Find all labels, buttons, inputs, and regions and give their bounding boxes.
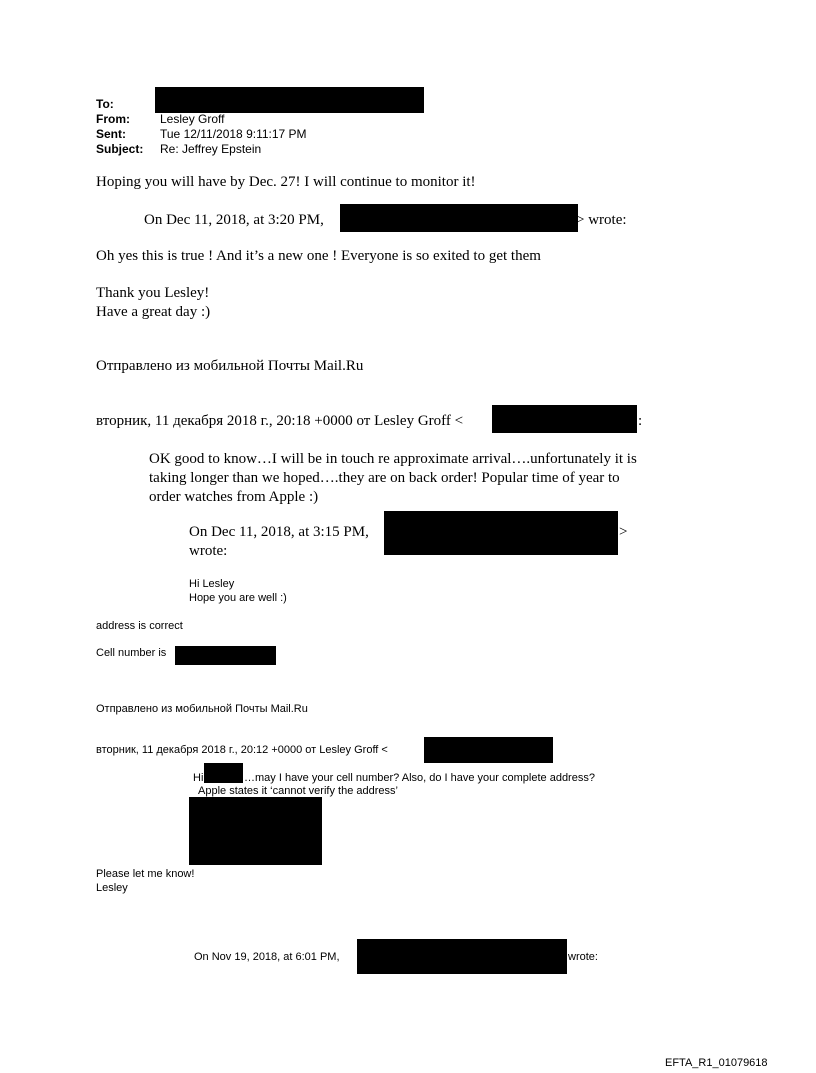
redaction-block (189, 797, 322, 865)
body-line-ohyes: Oh yes this is true ! And it’s a new one ! Everyone is so exited to get them (96, 248, 541, 264)
body-line-sent-mailru-2: Отправлено из мобильной Почты Mail.Ru (96, 703, 308, 715)
subject-label: Subject: (96, 142, 144, 156)
quote2-suffix: > (619, 524, 628, 540)
redaction-name (204, 763, 243, 783)
para-line-2: taking longer than we hoped….they are on back order! Popular time of year to (149, 470, 620, 486)
sent-label: Sent: (96, 127, 126, 141)
body-line-sent-mailru-1: Отправлено из мобильной Почты Mail.Ru (96, 358, 364, 374)
redaction-email-2 (424, 737, 553, 763)
subject-value: Re: Jeffrey Epstein (160, 142, 262, 156)
signature-lesley: Lesley (96, 882, 128, 894)
please-let-me-know: Please let me know! (96, 868, 195, 880)
cell-number-is: Cell number is (96, 647, 167, 659)
para-line-1: OK good to know…I will be in touch re approximate arrival….unfortunately it is (149, 451, 637, 467)
body-line-hoping: Hoping you will have by Dec. 27! I will continue to monitor it! (96, 174, 476, 190)
quote1-prefix: On Dec 11, 2018, at 3:20 PM, (144, 212, 324, 228)
apple-states: Apple states it ‘cannot verify the address’ (198, 785, 398, 797)
cell-address-question: …may I have your cell number? Also, do I have your complete address? (244, 772, 595, 784)
hi-prefix: Hi (193, 772, 204, 784)
quote2-prefix: On Dec 11, 2018, at 3:15 PM, (189, 524, 369, 540)
hi-lesley: Hi Lesley (189, 578, 235, 590)
quote1-suffix: > wrote: (576, 212, 627, 228)
from-value: Lesley Groff (160, 112, 225, 126)
redaction-cell-number (175, 646, 276, 665)
redaction-email-1 (492, 405, 637, 433)
sent-value: Tue 12/11/2018 9:11:17 PM (160, 127, 307, 141)
body-line-reply-header-2: вторник, 11 декабря 2018 г., 20:12 +0000 от Lesley Groff < (96, 744, 388, 756)
reply-header-1-suffix: : (638, 413, 643, 429)
redaction-to (155, 87, 424, 113)
redaction-quote3 (357, 939, 567, 974)
para-line-3: order watches from Apple :) (149, 489, 319, 505)
body-line-thankyou: Thank you Lesley! (96, 285, 210, 301)
document-id: EFTA_R1_01079618 (665, 1057, 768, 1069)
body-line-reply-header-1: вторник, 11 декабря 2018 г., 20:18 +0000 от Lesley Groff < (96, 413, 464, 429)
quote3-suffix: wrote: (568, 951, 598, 963)
hope-well: Hope you are well :) (189, 592, 287, 604)
address-correct: address is correct (96, 620, 183, 632)
redaction-quote2 (384, 511, 618, 555)
redaction-quote1 (340, 204, 578, 232)
from-label: From: (96, 112, 130, 126)
quote3-prefix: On Nov 19, 2018, at 6:01 PM, (194, 951, 340, 963)
to-label: To: (96, 97, 114, 111)
quote2-wrote: wrote: (189, 543, 228, 559)
body-line-greatday: Have a great day :) (96, 304, 211, 320)
